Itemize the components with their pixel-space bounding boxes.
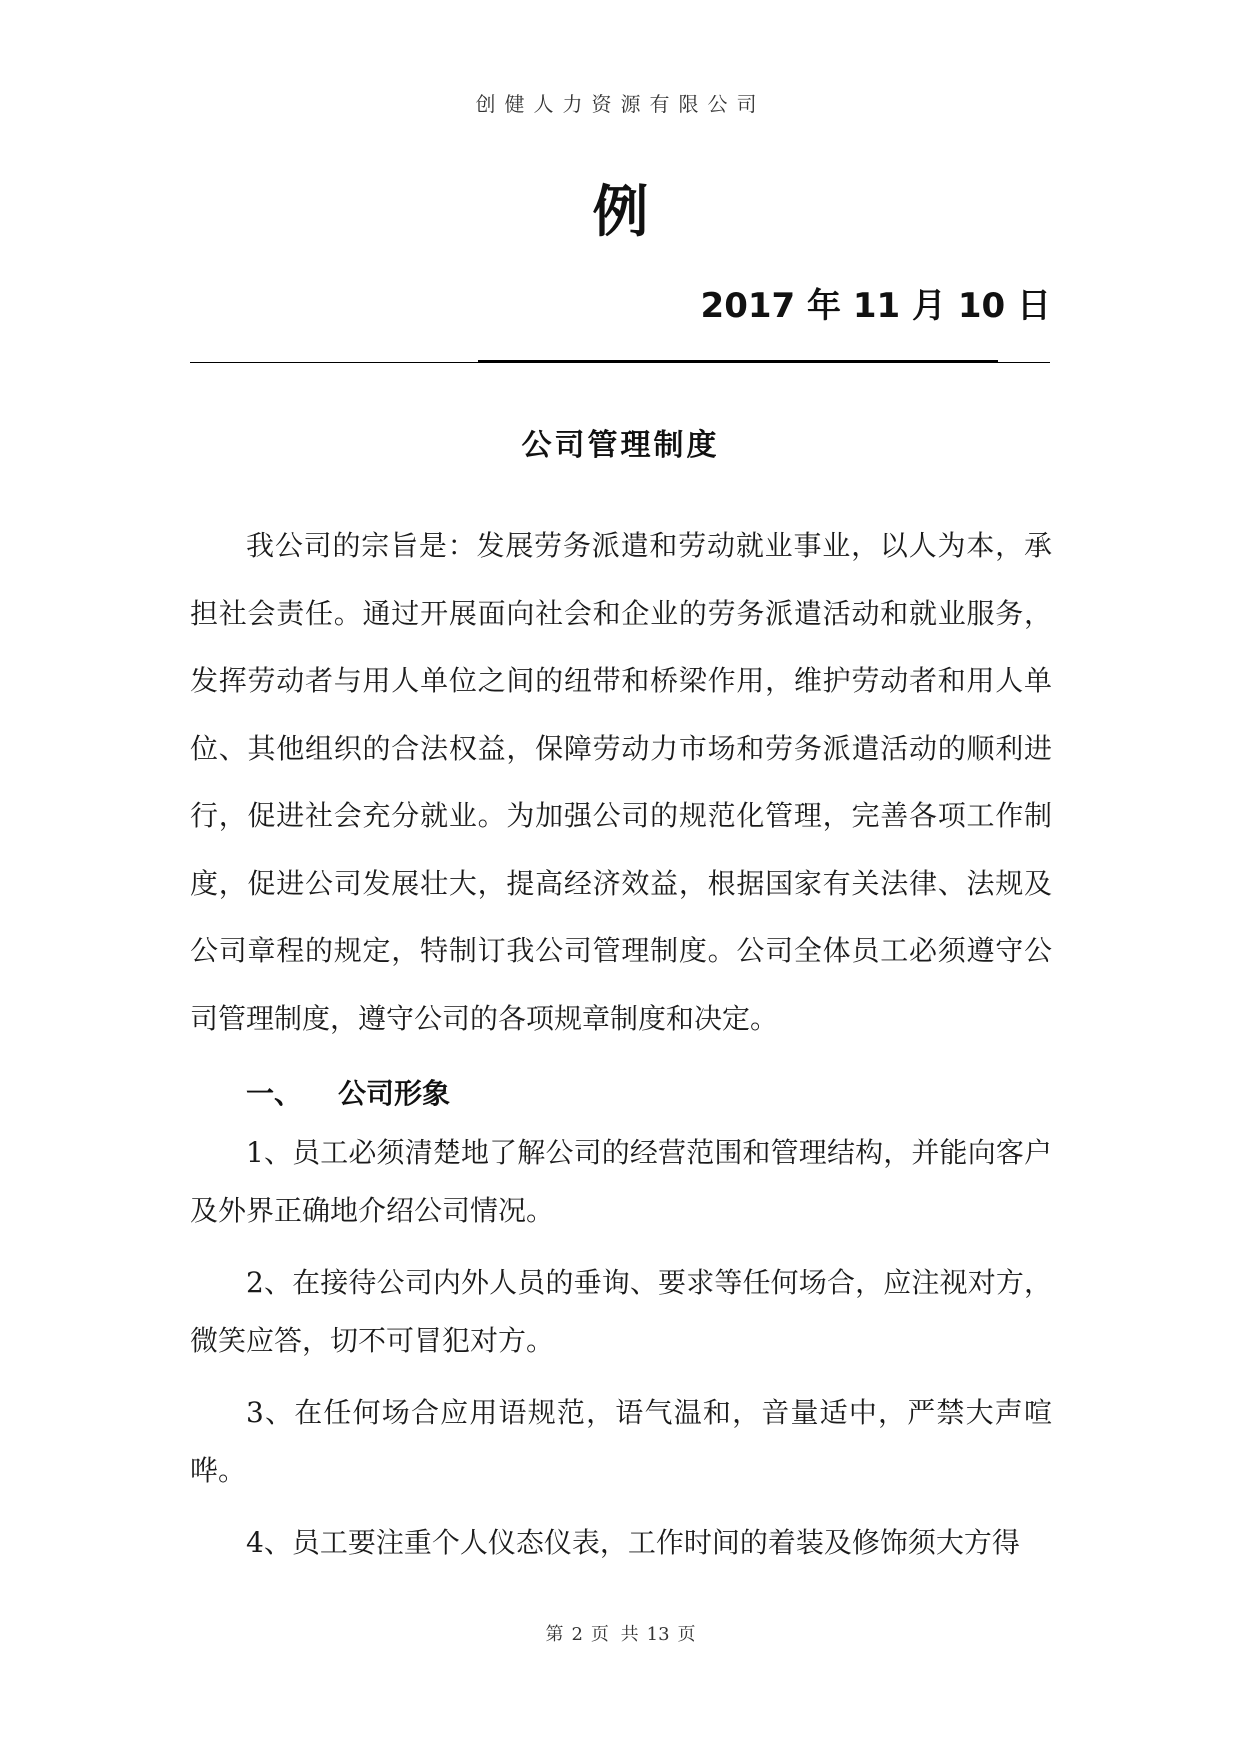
section-heading xyxy=(246,1072,450,1112)
section-number: 一、 xyxy=(246,1077,303,1110)
footer-prefix: 第 xyxy=(545,1624,564,1645)
section-items xyxy=(190,1124,1052,1586)
footer-total-pages: 13 xyxy=(646,1624,670,1645)
page-footer xyxy=(0,1620,1241,1646)
footer-middle: 页 共 xyxy=(590,1624,639,1645)
list-item: 4、员工要注重个人仪态仪表，工作时间的着装及修饰须大方得 xyxy=(246,1526,1020,1559)
document-title: 公司管理制度 xyxy=(521,428,720,463)
list-item: 3、在任何场合应用语规范，语气温和，音量适中，严禁大声喧哗。 xyxy=(190,1396,1052,1487)
header-company-name: 创健人力资源有限公司 xyxy=(475,92,766,116)
list-item: 1、员工必须清楚地了解公司的经营范围和管理结构，并能向客户及外界正确地介绍公司情况。 xyxy=(190,1136,1052,1227)
section-title: 公司形象 xyxy=(338,1077,451,1110)
document-date: 2017 年 11 月 10 日 xyxy=(700,286,1051,326)
cover-title-fragment: 例 xyxy=(592,180,649,245)
list-item: 2、在接待公司内外人员的垂询、要求等任何场合，应注视对方，微笑应答，切不可冒犯对方。 xyxy=(190,1266,1052,1357)
footer-suffix: 页 xyxy=(677,1624,696,1645)
intro-paragraph: 我公司的宗旨是：发展劳务派遣和劳动就业事业，以人为本，承担社会责任。通过开展面向社会和企业的劳务派遣活动和就业服务，发挥劳动者与用人单位之间的纽带和桥梁作用，维护劳动者和用人单位、其他组织的合法权益，保障劳动力市场和劳务派遣活动的顺利进行，促进社会充分就业。为加强公司的规范化管理，完善各项工作制度，促进公司发展壮大，提高经济效益，根据国家有关法律、法规及公司章程的规定，特制订我公司管理制度。公司全体员工必须遵守公司管理制度，遵守公司的各项规章制度和决定。 xyxy=(190,529,1052,1035)
divider-line-thick xyxy=(478,360,998,363)
footer-page-number: 2 xyxy=(571,1624,583,1645)
